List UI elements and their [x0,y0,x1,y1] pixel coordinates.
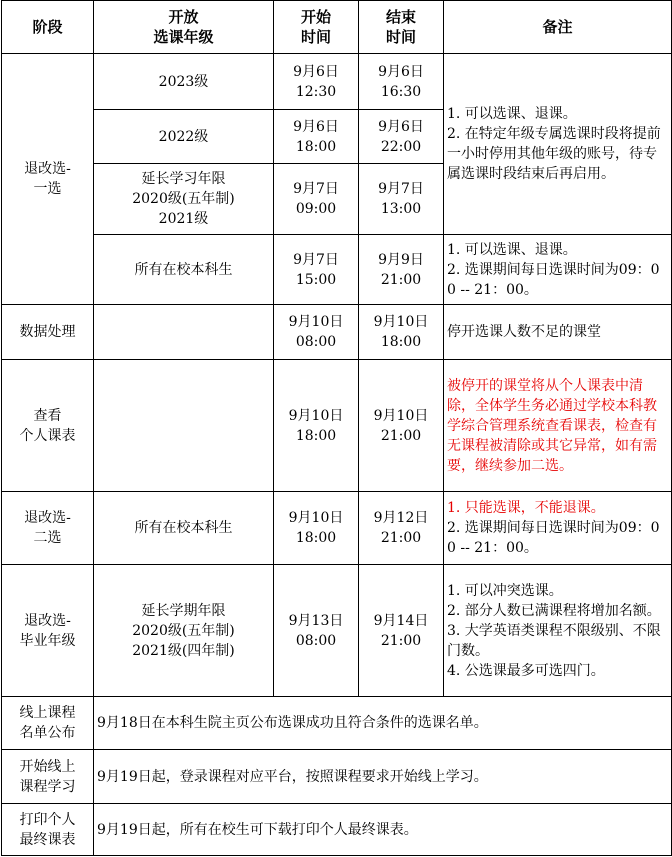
header-stage: 阶段 [2,1,94,54]
notice-cell: 9月19日起，登录课程对应平台，按照课程要求开始线上学习。 [94,750,672,804]
stage-cell: 退改选- 一选 [2,54,94,305]
table-row [2,565,672,697]
end-cell: 9月7日 13:00 [359,164,444,235]
header-remark: 备注 [444,1,672,54]
table-row [2,804,672,856]
end-cell: 9月10日 21:00 [359,360,444,492]
grade-cell [94,360,274,492]
table-row [2,697,672,750]
end-cell: 9月14日 21:00 [359,565,444,697]
notice-cell: 9月19日起，所有在校生可下载打印个人最终课表。 [94,804,672,856]
grade-cell [94,305,274,360]
header-grade-line1: 开放 [168,8,199,26]
header-start-line1: 开始 [300,8,331,26]
table-row [2,492,672,565]
stage-cell: 打印个人 最终课表 [2,804,94,856]
start-cell: 9月13日 08:00 [274,565,359,697]
start-cell: 9月7日 09:00 [274,164,359,235]
header-grade [94,1,274,54]
start-cell: 9月10日 18:00 [274,360,359,492]
grade-cell: 所有在校本科生 [94,492,274,565]
remark-cell: 1. 可以选课、退课。 2. 在特定年级专属选课时段将提前一小时停用其他年级的账号，待专属选课时段结束后再启用。 [444,54,672,235]
header-row [2,1,672,54]
stage-cell: 数据处理 [2,305,94,360]
table-row [2,54,672,110]
header-grade-line2: 选课年级 [153,28,214,46]
table-row [2,360,672,492]
table-row [2,750,672,804]
stage-cell: 退改选- 毕业年级 [2,565,94,697]
start-cell: 9月6日 12:30 [274,54,359,110]
grade-cell: 2023级 [94,54,274,110]
grade-cell: 所有在校本科生 [94,235,274,305]
end-cell: 9月6日 22:00 [359,110,444,164]
header-end-line1: 结束 [385,8,416,26]
notice-cell: 9月18日在本科生院主页公布选课成功且符合条件的选课名单。 [94,697,672,750]
remark-cell: 1. 可以选课、退课。 2. 选课期间每日选课时间为09：00 -- 21：00。 [444,235,672,305]
start-cell: 9月6日 18:00 [274,110,359,164]
header-start [274,1,359,54]
start-cell: 9月7日 15:00 [274,235,359,305]
end-cell: 9月6日 16:30 [359,54,444,110]
remark-cell: 停开选课人数不足的课堂 [444,305,672,360]
grade-cell: 2022级 [94,110,274,164]
stage-cell: 开始线上 课程学习 [2,750,94,804]
end-cell: 9月9日 21:00 [359,235,444,305]
stage-cell: 线上课程 名单公布 [2,697,94,750]
grade-cell: 延长学期年限 2020级(五年制) 2021级(四年制) [94,565,274,697]
remark-cell: 1. 可以冲突选课。 2. 部分人数已满课程将增加名额。 3. 大学英语类课程不限级别、不限门数。 4. 公选课最多可选四门。 [444,565,672,697]
start-cell: 9月10日 18:00 [274,492,359,565]
header-start-line2: 时间 [300,28,331,46]
end-cell: 9月12日 21:00 [359,492,444,565]
end-cell: 9月10日 18:00 [359,305,444,360]
grade-cell: 延长学习年限 2020级(五年制) 2021级 [94,164,274,235]
stage-cell: 查看 个人课表 [2,360,94,492]
table-row [2,305,672,360]
course-selection-schedule-table [1,0,672,856]
start-cell: 9月10日 08:00 [274,305,359,360]
header-end-line2: 时间 [385,28,416,46]
stage-cell: 退改选- 二选 [2,492,94,565]
table-row [2,235,672,305]
remark-cell: 1. 只能选课，不能退课。 2. 选课期间每日选课时间为09：00 -- 21：00。 [444,492,672,565]
header-end [359,1,444,54]
remark-cell-warning: 被停开的课堂将从个人课表中清除，全体学生务必通过学校本科教学综合管理系统查看课表，检查有无课程被清除或其它异常，如有需要，继续参加二选。 [444,360,672,492]
